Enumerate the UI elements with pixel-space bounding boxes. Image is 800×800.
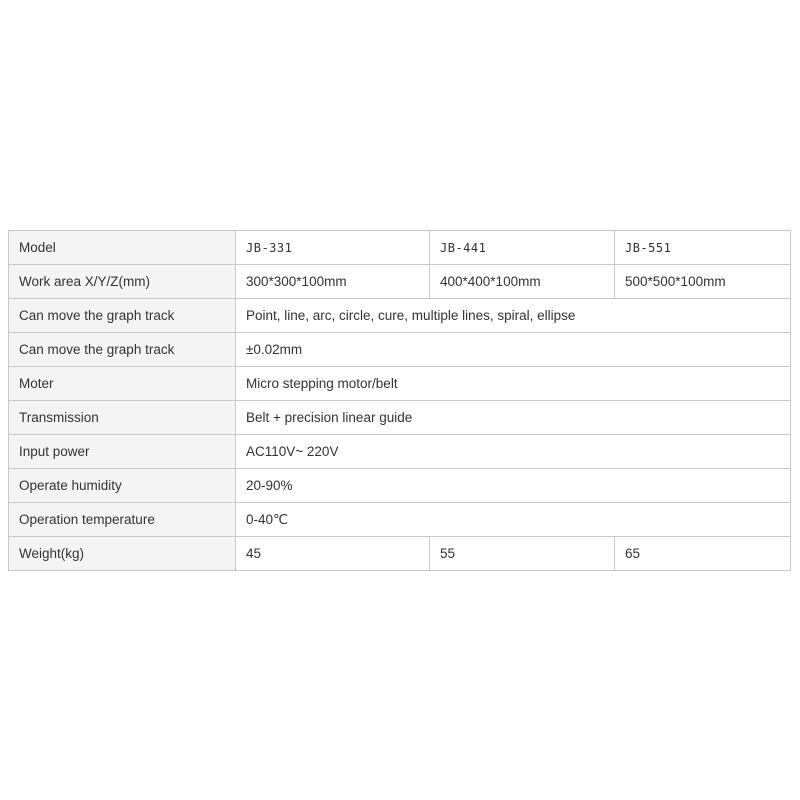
spec-table	[8, 230, 791, 571]
moter-value: Micro stepping motor/belt	[236, 367, 791, 401]
input-power-value: AC110V~ 220V	[236, 435, 791, 469]
weight-label: Weight(kg)	[9, 537, 236, 571]
model-jb-551: JB-551	[615, 231, 791, 265]
operation-temperature-value: 0-40℃	[236, 503, 791, 537]
weight-jb-551: 65	[615, 537, 791, 571]
transmission-label: Transmission	[9, 401, 236, 435]
model-jb-441: JB-441	[430, 231, 615, 265]
operate-humidity-label: Operate humidity	[9, 469, 236, 503]
row-weight	[9, 537, 791, 571]
input-power-label: Input power	[9, 435, 236, 469]
row-model	[9, 231, 791, 265]
moter-label: Moter	[9, 367, 236, 401]
row-work-area	[9, 265, 791, 299]
graph-track-accuracy-value: ±0.02mm	[236, 333, 791, 367]
graph-track-accuracy-label: Can move the graph track	[9, 333, 236, 367]
row-graph-track	[9, 299, 791, 333]
work-area-jb-441: 400*400*100mm	[430, 265, 615, 299]
graph-track-label: Can move the graph track	[9, 299, 236, 333]
work-area-jb-551: 500*500*100mm	[615, 265, 791, 299]
operation-temperature-label: Operation temperature	[9, 503, 236, 537]
row-graph-track-accuracy	[9, 333, 791, 367]
weight-jb-441: 55	[430, 537, 615, 571]
work-area-jb-331: 300*300*100mm	[236, 265, 430, 299]
row-moter	[9, 367, 791, 401]
operate-humidity-value: 20-90%	[236, 469, 791, 503]
graph-track-value: Point, line, arc, circle, cure, multiple lines, spiral, ellipse	[236, 299, 791, 333]
row-input-power	[9, 435, 791, 469]
model-label: Model	[9, 231, 236, 265]
row-operation-temperature	[9, 503, 791, 537]
work-area-label: Work area X/Y/Z(mm)	[9, 265, 236, 299]
row-operate-humidity	[9, 469, 791, 503]
weight-jb-331: 45	[236, 537, 430, 571]
transmission-value: Belt + precision linear guide	[236, 401, 791, 435]
model-jb-331: JB-331	[236, 231, 430, 265]
row-transmission	[9, 401, 791, 435]
